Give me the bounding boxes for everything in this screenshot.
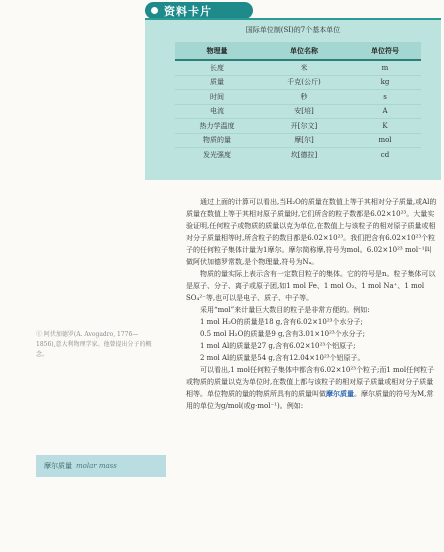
quantity-cell: 长度 <box>210 63 224 72</box>
quantity-cell: 物质的量 <box>203 136 231 145</box>
table-row <box>175 133 421 148</box>
bullet-icon <box>151 7 158 14</box>
unit-name-cell: 开[尔文] <box>290 121 318 130</box>
unit-symbol-cell: K <box>382 121 388 130</box>
margin-term <box>36 455 166 477</box>
paragraph-text: 可以看出,1 mol任何粒子集体中都含有6.02×10²³个粒子;而1 mol任何粒子或物质的质量以克为单位时,在数值上都与该粒子的相对原子质量或相对分子质量相等。单位物质的量的物质所具有的质量叫做 <box>186 366 435 398</box>
card-badge-label: 资料卡片 <box>164 4 212 18</box>
unit-name-cell: 安[培] <box>294 107 314 116</box>
unit-symbol-cell: A <box>382 107 388 116</box>
quantity-cell: 热力学温度 <box>199 121 235 130</box>
paragraph: 采用“mol”来计量巨大数目的粒子是非常方便的。例如: <box>200 306 370 314</box>
paragraph: 通过上面的计算可以看出,当H₂O的质量在数值上等于其相对分子质量,或Al的质量在数值上等于其相对原子质量时,它们所含的粒子数都是6.02×10²³。大量实验证明,任何粒子或物质的质量以克为单位,在数值上与该粒子的相对原子质量或相对分子质量相等时,所含粒子的数目都是6.02×10²³。我们把含有6.02×10²³个粒子的任何粒子集体计量为1摩尔。摩尔简称摩,符号为mol。6.02×10²³ mol⁻¹叫做阿伏加德罗常数,是个物理量,符号为Nₐ。 <box>186 198 437 266</box>
table-row <box>175 119 421 134</box>
card-badge <box>145 2 253 19</box>
unit-name-cell: 摩[尔] <box>294 136 314 145</box>
unit-name-cell: 米 <box>300 63 308 72</box>
example-item: 1 mol Al的质量是27 g,含有6.02×10²³个铝原子; <box>200 342 356 350</box>
margin-term-label: 摩尔质量 <box>44 462 72 470</box>
quantity-cell: 质量 <box>210 78 224 87</box>
example-item: 0.5 mol H₂O的质量是9 g,含有3.01×10²³个水分子; <box>200 330 366 338</box>
margin-note: ① 阿伏加德罗(A. Avogadro, 1776—1856),意大利物理学家。他曾提出分子的概念。 <box>36 331 152 358</box>
table-row <box>175 148 421 162</box>
table-row <box>175 75 421 90</box>
paragraph: 物质的量实际上表示含有一定数目粒子的集体。它的符号是n。粒子集体可以是原子、分子、离子或原子团,如1 mol Fe、1 mol O₂、1 mol Na⁺、1 mol SO₄²⁻等,也可以是电子、质子、中子等。 <box>186 270 436 302</box>
quantity-cell: 发光强度 <box>203 150 231 159</box>
quantity-cell: 电流 <box>210 107 224 116</box>
example-list <box>186 316 438 364</box>
margin-term-english: molar mass <box>76 462 117 470</box>
unit-symbol-cell: cd <box>380 150 390 159</box>
column-header: 物理量 <box>175 42 259 60</box>
table-row <box>175 104 421 119</box>
main-text <box>186 196 438 412</box>
paragraph-text: 。摩尔质量的符号为M,常用的单位为g/mol(或g·mol⁻¹)。例如: <box>186 390 434 410</box>
unit-symbol-cell: s <box>383 92 387 101</box>
column-header: 单位符号 <box>349 42 421 60</box>
example-item: 1 mol H₂O的质量是18 g,含有6.02×10²³个水分子; <box>200 318 363 326</box>
unit-name-cell: 千克(公斤) <box>287 78 321 87</box>
quantity-cell: 时间 <box>210 92 224 101</box>
unit-symbol-cell: mol <box>378 136 392 145</box>
table-title: 国际单位制(SI)的7个基本单位 <box>245 26 341 34</box>
unit-name-cell: 秒 <box>300 92 308 101</box>
table-row <box>175 90 421 105</box>
unit-symbol-cell: kg <box>380 78 390 87</box>
paragraph <box>186 364 438 412</box>
unit-name-cell: 坎[德拉] <box>290 150 318 159</box>
highlighted-term: 摩尔质量 <box>326 389 354 398</box>
example-item: 2 mol Al的质量是54 g,含有12.04×10²³个铝原子。 <box>200 354 365 362</box>
unit-symbol-cell: m <box>381 63 389 72</box>
si-units-table <box>175 42 421 162</box>
table-row <box>175 60 421 75</box>
column-header: 单位名称 <box>259 42 349 60</box>
info-card <box>145 18 441 180</box>
